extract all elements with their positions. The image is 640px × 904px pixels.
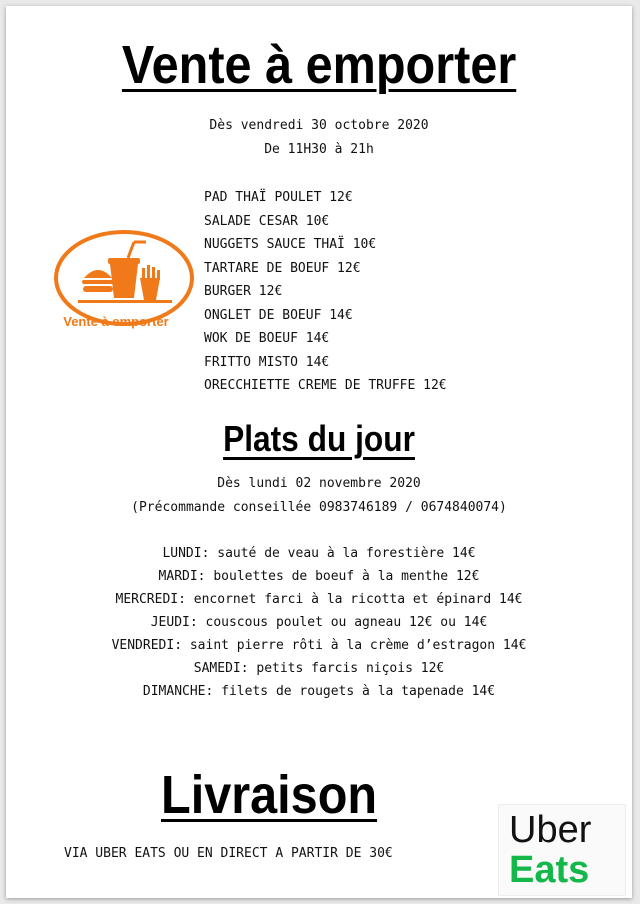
menu-item: PAD THAÏ POULET 12€	[204, 190, 353, 205]
menu-item: TARTARE DE BOEUF 12€	[204, 260, 361, 276]
menu-item: FRITTO MISTO 14€	[204, 354, 330, 370]
daily-dish: DIMANCHE: filets de rougets à la tapenade 14€	[142, 684, 496, 699]
main-title-text: Vente à emporter	[121, 35, 517, 95]
daily-dish: VENDREDI: saint pierre rôti à la crème d’estragon 14€	[111, 638, 527, 653]
uber-word: Uber	[509, 809, 592, 851]
daily-dish: SAMEDI: petits farcis niçois 12€	[193, 661, 445, 676]
menu-item: ONGLET DE BOEUF 14€	[204, 307, 353, 323]
delivery-title	[6, 764, 582, 826]
takeaway-menu-list	[204, 186, 447, 398]
menu-item: ORECCHIETTE CREME DE TRUFFE 12€	[204, 378, 447, 393]
eats-word: Eats	[509, 849, 590, 891]
plats-du-jour-list	[6, 542, 632, 703]
menu-item: WOK DE BOEUF 14€	[204, 331, 330, 346]
daily-dish: MARDI: boulettes de boeuf à la menthe 12€	[158, 569, 480, 584]
daily-dish: JEUDI: couscous poulet ou agneau 12€ ou 14€	[150, 615, 488, 630]
opening-hours: De 11H30 à 21h	[264, 142, 374, 157]
logo-label: Vente à emporter	[63, 314, 169, 329]
delivery-info: VIA UBER EATS OU EN DIRECT A PARTIR DE 30€	[64, 846, 393, 861]
daily-dish: MERCREDI: encornet farci à la ricotta et épinard 14€	[115, 592, 523, 607]
start-date: Dès vendredi 30 octobre 2020	[209, 118, 429, 133]
menu-item: BURGER 12€	[204, 284, 283, 299]
main-title	[6, 34, 632, 96]
daily-dish: LUNDI: sauté de veau à la forestière 14€	[162, 546, 476, 561]
menu-item: SALADE CESAR 10€	[204, 213, 330, 229]
preorder-note: (Précommande conseillée 0983746189 / 0674840074)	[131, 500, 507, 515]
delivery-title-text: Livraison	[160, 765, 378, 825]
plats-title-text: Plats du jour	[223, 418, 415, 459]
flyer-page	[6, 6, 632, 898]
plats-start-date: Dès lundi 02 novembre 2020	[217, 476, 421, 491]
uber-eats-logo	[498, 804, 626, 896]
plats-title	[6, 418, 632, 460]
menu-item: NUGGETS SAUCE THAÏ 10€	[204, 237, 377, 252]
